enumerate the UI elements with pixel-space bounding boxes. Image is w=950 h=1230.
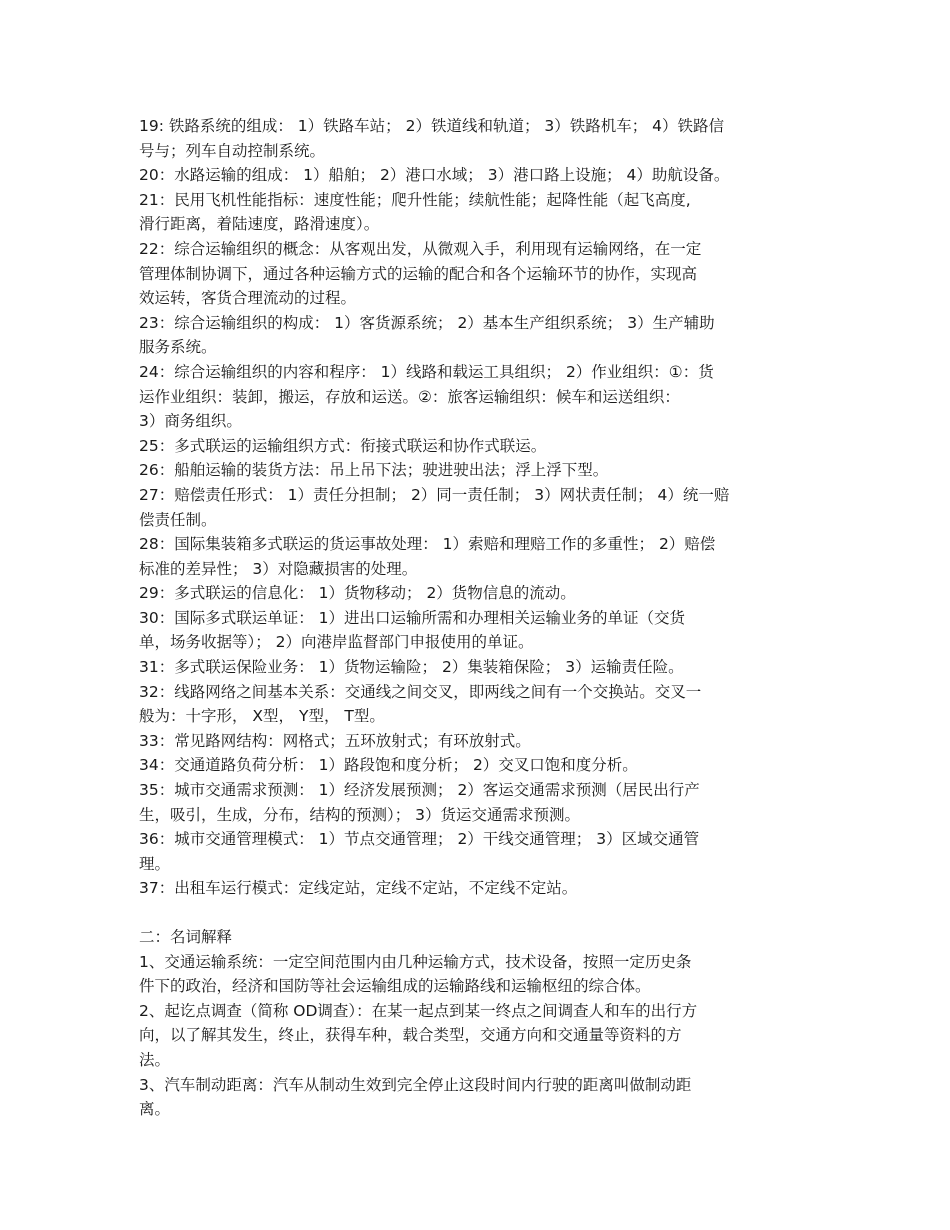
definition-item — [139, 1073, 819, 1122]
list-item-line: 31：多式联运保险业务： 1）货物运输险； 2）集装箱保险； 3）运输责任险。 — [139, 658, 684, 677]
list-item-line: 生，吸引，生成，分布，结构的预测）； 3）货运交通需求预测。 — [139, 805, 581, 824]
definition-item-line: 件下的政治，经济和国防等社会运输组成的运输路线和运输枢纽的综合体。 — [139, 977, 651, 996]
list-item-line: 3）商务组织。 — [139, 412, 242, 431]
list-item — [139, 753, 819, 778]
section-title: 二：名词解释 — [139, 928, 233, 946]
list-item-line: 般为：十字形， X型， Y型， T型。 — [139, 707, 385, 726]
definition-item-line: 1、交通运输系统：一定空间范围内由几种运输方式，技术设备，按照一定历史条 — [139, 952, 692, 971]
list-item — [139, 532, 819, 581]
list-item — [139, 680, 819, 729]
list-item-line: 21：民用飞机性能指标：速度性能；爬升性能；续航性能；起降性能（起飞高度, — [139, 190, 691, 209]
definition-item — [139, 950, 819, 999]
list-item-line: 偿责任制。 — [139, 510, 217, 529]
list-item-line: 理。 — [139, 854, 171, 873]
list-item — [139, 188, 819, 237]
list-item-line: 服务系统。 — [139, 338, 217, 357]
list-item — [139, 606, 819, 655]
definition-item-line: 法。 — [139, 1050, 171, 1069]
list-item-line: 26：船舶运输的装货方法：吊上吊下法；驶进驶出法；浮上浮下型。 — [139, 461, 609, 480]
list-item — [139, 655, 819, 680]
definition-item-line: 离。 — [139, 1100, 171, 1119]
list-item — [139, 311, 819, 360]
section-gap — [139, 901, 819, 925]
list-item-line: 33：常见路网结构：网格式；五环放射式；有环放射式。 — [139, 731, 531, 750]
list-item-line: 32：线路网络之间基本关系：交通线之间交叉，即两线之间有一个交换站。交叉一 — [139, 682, 702, 701]
list-item — [139, 876, 819, 901]
list-item-line: 23：综合运输组织的构成： 1）客货源系统； 2）基本生产组织系统； 3）生产辅助 — [139, 313, 715, 332]
list-item-line: 管理体制协调下，通过各种运输方式的运输的配合和各个运输环节的协作，实现高 — [139, 264, 698, 283]
document-body — [139, 114, 819, 1122]
list-item-line: 35：城市交通需求预测： 1）经济发展预测； 2）客运交通需求预测（居民出行产 — [139, 781, 700, 800]
list-item — [139, 360, 819, 434]
list-item-line: 36：城市交通管理模式： 1）节点交通管理； 2）干线交通管理； 3）区域交通管 — [139, 830, 700, 849]
list-item-line: 标准的差异性； 3）对隐藏损害的处理。 — [139, 559, 418, 578]
list-item-line: 25：多式联运的运输组织方式：衔接式联运和协作式联运。 — [139, 436, 547, 455]
list-item-line: 20：水路运输的组成： 1）船舶； 2）港口水域； 3）港口路上设施； 4）助航设备。 — [139, 166, 730, 185]
list-item — [139, 237, 819, 311]
definition-item — [139, 999, 819, 1073]
list-item-line: 22：综合运输组织的概念：从客观出发，从微观入手，利用现有运输网络，在一定 — [139, 239, 702, 258]
list-item-line: 单，场务收据等）； 2）向港岸监督部门申报使用的单证。 — [139, 633, 534, 652]
definition-item-line: 向，以了解其发生，终止，获得车种，载合类型，交通方向和交通量等资料的方 — [139, 1026, 682, 1045]
list-item-line: 24：综合运输组织的内容和程序： 1）线路和载运工具组织； 2）作业组织：①：货 — [139, 362, 714, 381]
list-item-line: 30：国际多式联运单证： 1）进出口运输所需和办理相关运输业务的单证（交货 — [139, 608, 686, 627]
list-item — [139, 483, 819, 532]
list-item — [139, 581, 819, 606]
list-item — [139, 827, 819, 876]
list-item — [139, 729, 819, 754]
list-item-line: 34：交通道路负荷分析： 1）路段饱和度分析； 2）交叉口饱和度分析。 — [139, 756, 638, 775]
list-item-line: 号与；列车自动控制系统。 — [139, 141, 326, 160]
list-item-line: 效运转，客货合理流动的过程。 — [139, 289, 357, 308]
list-item — [139, 163, 819, 188]
list-item-line: 19: 铁路系统的组成： 1）铁路车站； 2）铁道线和轨道； 3）铁路机车； 4）铁路信 — [139, 117, 725, 135]
list-item-line: 28：国际集装箱多式联运的货运事故处理： 1）索赔和理赔工作的多重性； 2）赔偿 — [139, 535, 716, 554]
list-item — [139, 114, 819, 163]
list-item-line: 滑行距离，着陆速度，路滑速度）。 — [139, 215, 380, 234]
list-item — [139, 458, 819, 483]
list-item — [139, 778, 819, 827]
definition-list — [139, 950, 819, 1122]
list-item-line: 运作业组织：装卸，搬运，存放和运送。②：旅客运输组织：候车和运送组织： — [139, 387, 680, 406]
list-item-line: 29：多式联运的信息化： 1）货物移动； 2）货物信息的流动。 — [139, 584, 576, 603]
numbered-list — [139, 114, 819, 901]
list-item-line: 27：赔偿责任形式： 1）责任分担制； 2）同一责任制； 3）网状责任制； 4）统一赔 — [139, 485, 730, 504]
list-item-line: 37：出租车运行模式：定线定站，定线不定站，不定线不定站。 — [139, 879, 578, 898]
list-item — [139, 434, 819, 459]
definition-item-line: 3、汽车制动距离：汽车从制动生效到完全停止这段时间内行驶的距离叫做制动距 — [139, 1075, 692, 1094]
definition-item-line: 2、起讫点调查（简称 OD调查）：在某一起点到某一终点之间调查人和车的出行方 — [139, 1001, 698, 1020]
